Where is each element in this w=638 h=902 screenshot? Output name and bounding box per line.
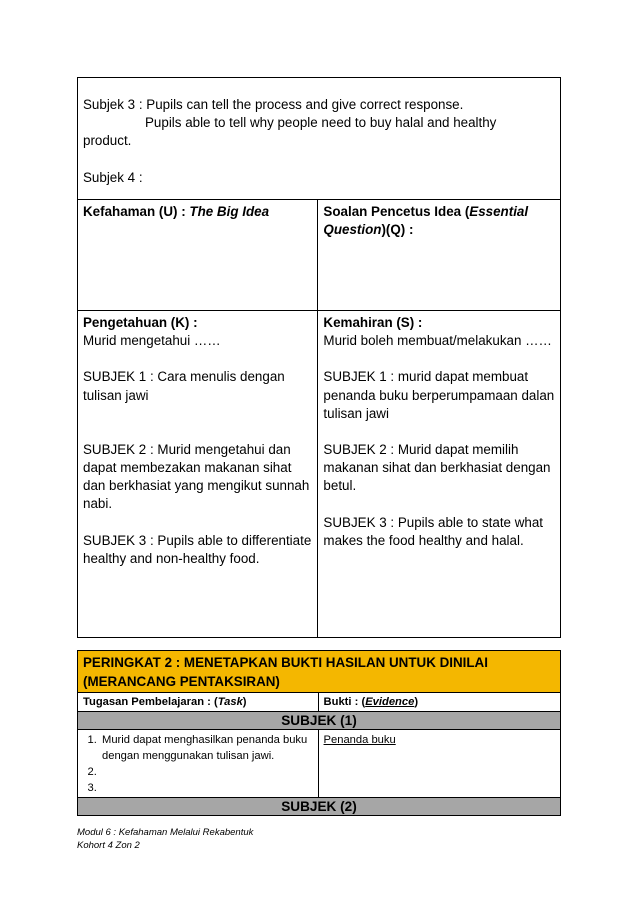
- subjek1-header: SUBJEK (1): [78, 712, 561, 730]
- evidence-label: Bukti : (: [323, 696, 366, 708]
- skills-subjek3: SUBJEK 3 : Pupils able to state what makes the food healthy and halal.: [323, 514, 543, 548]
- task-item: [100, 764, 313, 780]
- knowledge-intro: Murid mengetahui ……: [83, 333, 221, 349]
- subjek3-line3: product.: [83, 133, 132, 149]
- subjek3-line2: Pupils able to tell why people need to buy halal and healthy: [145, 115, 497, 131]
- understanding-label: Kefahaman (U) :: [83, 204, 190, 219]
- task-item: 1. Murid dapat menghasilkan penanda buku dengan menggunakan tulisan jawi.: [100, 732, 313, 764]
- task-label-em: Task: [217, 696, 243, 708]
- understanding-row: [78, 200, 561, 311]
- knowledge-label: Pengetahuan (K) :: [83, 315, 198, 330]
- knowledge-subjek1: SUBJEK 1 : Cara menulis dengan tulisan jawi: [83, 369, 285, 403]
- subjek1-tasks-cell: [78, 730, 319, 798]
- evidence-label-em: Evidence: [365, 696, 415, 708]
- understanding-cell: [78, 200, 318, 311]
- subjek1-evidence-cell: [318, 730, 560, 798]
- page-footer: [77, 826, 253, 852]
- subjek2-header-row: [78, 798, 561, 816]
- task-item: [100, 780, 313, 796]
- subjek1-content-row: [78, 730, 561, 798]
- task-header: [78, 693, 319, 712]
- ubd-stage2-table: [77, 650, 561, 816]
- subjek1-header-row: [78, 712, 561, 730]
- task-label-tail: ): [242, 696, 247, 708]
- footer-module: Modul 6 : Kefahaman Melalui Rekabentuk: [77, 827, 254, 838]
- knowledge-subjek3: SUBJEK 3 : Pupils able to differentiate healthy and non-healthy food.: [83, 532, 312, 566]
- eq-label: Soalan Pencetus Idea (: [323, 204, 470, 219]
- task-label: Tugasan Pembelajaran : (: [83, 696, 218, 708]
- knowledge-skills-row: [78, 311, 561, 638]
- footer-cohort: Kohort 4 Zon 2: [77, 840, 140, 851]
- essential-question-cell: [318, 200, 561, 311]
- subjek3-line1: Subjek 3 : Pupils can tell the process and give correct response.: [83, 97, 464, 112]
- stage2-heading: PERINGKAT 2 : MENETAPKAN BUKTI HASILAN UNTUK DINILAI (MERANCANG PENTAKSIRAN): [78, 651, 561, 693]
- skills-subjek2: SUBJEK 2 : Murid dapat memilih makanan sihat dan berkhasiat dengan betul.: [323, 442, 551, 494]
- knowledge-subjek2: SUBJEK 2 : Murid mengetahui dan dapat membezakan makanan sihat dan berkhasiat yang mengikut sunnah nabi.: [83, 441, 310, 512]
- stage2-heading-row: [78, 651, 561, 693]
- ubd-stage1-table: [77, 77, 561, 638]
- subjek1-task-list: [83, 732, 313, 796]
- skills-intro: Murid boleh membuat/melakukan ……: [323, 333, 552, 349]
- subjek1-evidence: Penanda buku: [323, 734, 396, 746]
- skills-subjek1: SUBJEK 1 : murid dapat membuat penanda buku berperumpamaan dalan tulisan jawi: [323, 369, 555, 421]
- objectives-cell: [78, 78, 561, 200]
- eq-label-em: Essential Question: [323, 204, 529, 238]
- understanding-label-em: The Big Idea: [189, 204, 270, 219]
- eq-label-tail: )(Q) :: [381, 222, 414, 238]
- knowledge-cell: [78, 311, 318, 638]
- skills-label: Kemahiran (S) :: [323, 315, 423, 330]
- stage2-column-header-row: [78, 693, 561, 712]
- evidence-header: [318, 693, 560, 712]
- subjek4-label: Subjek 4 :: [83, 169, 143, 185]
- objectives-row: [78, 78, 561, 200]
- skills-cell: [318, 311, 561, 638]
- evidence-label-tail: ): [414, 696, 419, 708]
- subjek2-header: SUBJEK (2): [78, 798, 561, 816]
